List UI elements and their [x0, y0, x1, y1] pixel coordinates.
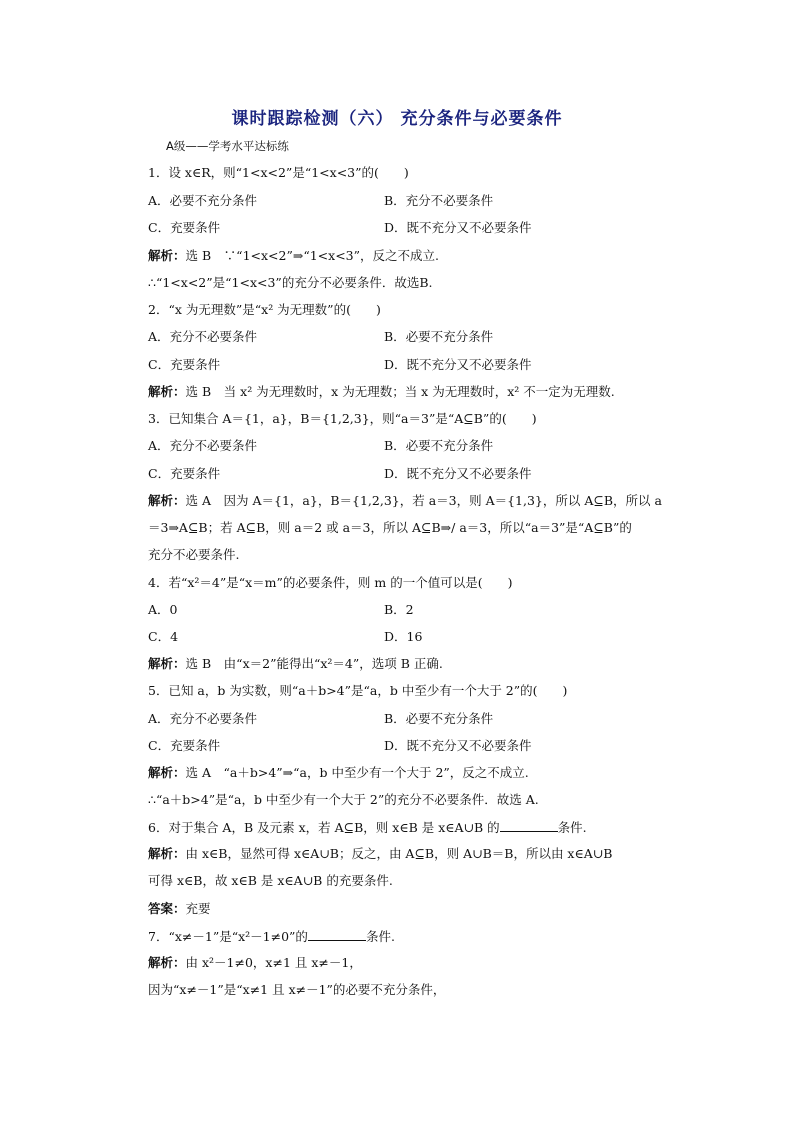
q1-analysis-2: ∴“1<x<2”是“1<x<3”的充分不必要条件．故选B. [148, 275, 433, 290]
stem-text: 7．“x≠－1”是“x²－1≠0”的 [148, 929, 308, 944]
q5-option-b: B．必要不充分条件 [384, 711, 494, 726]
q4-option-b: B．2 [384, 602, 414, 617]
section-heading: A级——学考水平达标练 [166, 139, 289, 153]
analysis-label: 解析： [148, 493, 186, 508]
q7-analysis [148, 955, 362, 971]
q7-analysis-2: 因为“x≠－1”是“x≠1 且 x≠－1”的必要不充分条件， [148, 982, 446, 997]
q3-option-c: C．充要条件 [148, 466, 221, 481]
analysis-text: 选 A “a＋b>4”⇒“a，b 中至少有一个大于 2”，反之不成立. [185, 765, 529, 780]
question-6-stem [148, 819, 587, 836]
stem-suffix: 条件. [557, 820, 587, 835]
q6-analysis [148, 846, 612, 862]
q5-analysis-2: ∴“a＋b>4”是“a，b 中至少有一个大于 2”的充分不必要条件．故选 A. [148, 792, 539, 807]
question-5-stem: 5．已知 a，b 为实数，则“a＋b>4”是“a，b 中至少有一个大于 2”的( ) [148, 683, 568, 698]
analysis-text: 选 B 当 x² 为无理数时，x 为无理数；当 x 为无理数时，x² 不一定为无理数. [185, 384, 615, 399]
answer-text: 充要 [185, 901, 211, 916]
page-title: 课时跟踪检测（六） 充分条件与必要条件 [231, 109, 563, 129]
q4-option-a: A．0 [148, 602, 178, 617]
q3-option-d: D．既不充分又不必要条件 [384, 466, 532, 481]
analysis-label: 解析： [148, 384, 186, 399]
q6-answer [148, 901, 211, 917]
q3-analysis-3: 充分不必要条件. [148, 547, 240, 562]
q2-option-b: B．必要不充分条件 [384, 329, 494, 344]
stem-text: 6．对于集合 A，B 及元素 x，若 A⊆B，则 x∈B 是 x∈A∪B 的 [148, 820, 500, 835]
answer-blank[interactable] [308, 928, 366, 941]
answer-label: 答案： [148, 901, 186, 916]
q5-option-c: C．充要条件 [148, 738, 221, 753]
q5-analysis [148, 765, 529, 781]
q1-option-a: A．必要不充分条件 [148, 193, 258, 208]
analysis-text: 由 x²－1≠0，x≠1 且 x≠－1， [185, 955, 362, 970]
question-4-stem: 4．若“x²＝4”是“x＝m”的必要条件，则 m 的一个值可以是( ) [148, 575, 513, 590]
q4-option-c: C．4 [148, 629, 179, 644]
q4-analysis [148, 656, 443, 672]
q3-option-b: B．必要不充分条件 [384, 438, 494, 453]
q4-option-d: D．16 [384, 629, 423, 644]
analysis-label: 解析： [148, 765, 186, 780]
question-1-stem: 1．设 x∈R，则“1<x<2”是“1<x<3”的( ) [148, 165, 409, 180]
analysis-text: 选 B ∵“1<x<2”⇒“1<x<3”，反之不成立. [185, 248, 439, 263]
q3-option-a: A．充分不必要条件 [148, 438, 258, 453]
analysis-text: 选 A 因为 A＝{1，a}，B＝{1,2,3}，若 a＝3，则 A＝{1,3}，所以 A⊆B，所以 a [185, 493, 662, 508]
stem-suffix: 条件. [365, 929, 395, 944]
analysis-text: 选 B 由“x＝2”能得出“x²＝4”，选项 B 正确. [185, 656, 443, 671]
q2-option-c: C．充要条件 [148, 357, 221, 372]
q3-analysis-2: ＝3⇒A⊆B；若 A⊆B，则 a＝2 或 a＝3，所以 A⊆B⇒/ a＝3，所以“a＝3”是“A⊆B”的 [148, 520, 632, 535]
analysis-label: 解析： [148, 248, 186, 263]
q1-option-c: C．充要条件 [148, 220, 221, 235]
analysis-label: 解析： [148, 656, 186, 671]
q1-option-b: B．充分不必要条件 [384, 193, 494, 208]
q2-analysis [148, 384, 615, 400]
question-7-stem [148, 928, 395, 945]
q5-option-d: D．既不充分又不必要条件 [384, 738, 532, 753]
q6-analysis-2: 可得 x∈B，故 x∈B 是 x∈A∪B 的充要条件. [148, 873, 393, 888]
q5-option-a: A．充分不必要条件 [148, 711, 258, 726]
question-2-stem: 2．“x 为无理数”是“x² 为无理数”的( ) [148, 302, 381, 317]
q2-option-d: D．既不充分又不必要条件 [384, 357, 532, 372]
q1-analysis [148, 248, 439, 264]
q1-option-d: D．既不充分又不必要条件 [384, 220, 532, 235]
analysis-label: 解析： [148, 846, 186, 861]
answer-blank[interactable] [500, 819, 558, 832]
q3-analysis [148, 493, 662, 509]
q2-option-a: A．充分不必要条件 [148, 329, 258, 344]
analysis-label: 解析： [148, 955, 186, 970]
analysis-text: 由 x∈B，显然可得 x∈A∪B；反之，由 A⊆B，则 A∪B＝B，所以由 x∈A∪B [185, 846, 613, 861]
question-3-stem: 3．已知集合 A＝{1，a}，B＝{1,2,3}，则“a＝3”是“A⊆B”的( ) [148, 411, 537, 426]
